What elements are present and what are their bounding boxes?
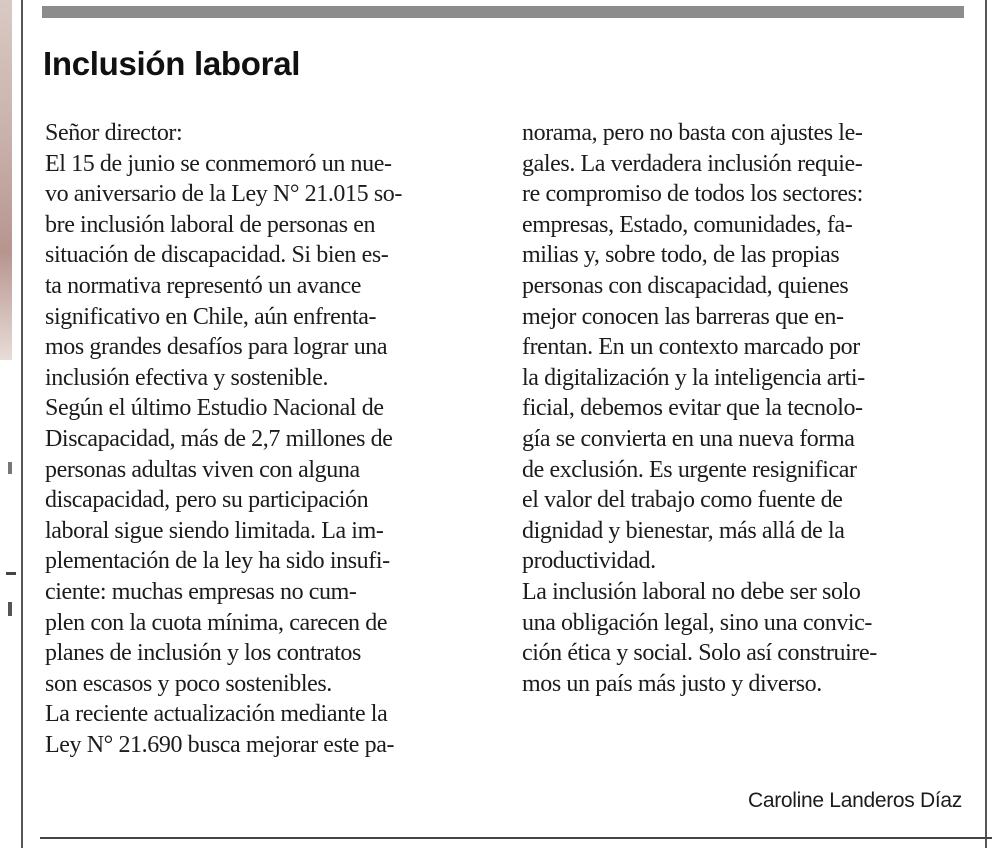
column-rule-left [21,0,23,848]
article-column-left [45,118,490,760]
text-line: la digitalización y la inteligencia arti- [522,364,865,391]
text-line: empresas, Estado, comunidades, fa- [522,211,853,238]
text-line: norama, pero no basta con ajustes le- [522,120,863,146]
text-line: ta normativa representó un avance [45,272,361,299]
text-line: una obligación legal, sino una convic- [522,609,873,636]
text-line: productividad. [522,548,656,575]
section-bottom-rule [40,837,992,839]
text-line: gales. La verdadera inclusión requie- [522,150,863,177]
text-line: inclusión efectiva y sostenible. [45,364,329,391]
text-line: bre inclusión laboral de personas en [45,211,376,238]
section-top-bar [42,6,964,18]
text-line: Según el último Estudio Nacional de [45,395,384,422]
text-line: La inclusión laboral no debe ser solo [522,578,861,605]
text-line: mos un país más justo y diverso. [522,670,822,697]
article-title: Inclusión laboral [43,45,301,82]
text-line: gía se convierta en una nueva forma [522,425,855,452]
text-line: milias y, sobre todo, de las propias [522,242,840,269]
adjacent-text-fragment [8,462,12,474]
text-line: La reciente actualización mediante la [45,701,388,728]
text-line: el valor del trabajo como fuente de [522,487,843,514]
text-line: re compromiso de todos los sectores: [522,181,863,208]
column-rule-right [985,0,987,848]
text-line: significativo en Chile, aún enfrenta- [45,303,377,330]
text-line: plen con la cuota mínima, carecen de [45,609,388,636]
adjacent-text-fragment [6,572,16,575]
adjacent-page-edge [0,0,20,848]
text-line: planes de inclusión y los contratos [45,640,361,667]
author-signature: Caroline Landeros Díaz [747,789,962,812]
text-line: discapacidad, pero su participación [45,487,369,514]
text-line: ción ética y social. Solo así construire- [522,640,877,667]
text-line: personas con discapacidad, quienes [522,272,849,299]
text-line: frentan. En un contexto marcado por [522,334,860,361]
text-line: personas adultas viven con alguna [45,456,360,483]
text-line: Señor director: [45,120,183,146]
text-line: laboral sigue siendo limitada. La im- [45,517,384,544]
text-line: Discapacidad, más de 2,7 millones de [45,425,393,452]
article-column-right [522,118,967,699]
text-line: Ley N° 21.690 busca mejorar este pa- [45,731,395,758]
text-line: son escasos y poco sostenibles. [45,670,332,697]
text-line: El 15 de junio se conmemoró un nue- [45,150,392,177]
text-line: plementación de la ley ha sido insufi- [45,548,390,575]
text-line: mejor conocen las barreras que en- [522,303,844,330]
adjacent-photo-fragment [0,0,12,360]
text-line: dignidad y bienestar, más allá de la [522,517,845,544]
text-line: ficial, debemos evitar que la tecnolo- [522,395,863,422]
text-line: vo aniversario de la Ley N° 21.015 so- [45,181,402,208]
text-line: de exclusión. Es urgente resignificar [522,456,857,483]
adjacent-text-fragment [8,602,12,616]
text-line: mos grandes desafíos para lograr una [45,334,388,361]
text-line: situación de discapacidad. Si bien es- [45,242,389,269]
text-line: ciente: muchas empresas no cum- [45,578,357,605]
